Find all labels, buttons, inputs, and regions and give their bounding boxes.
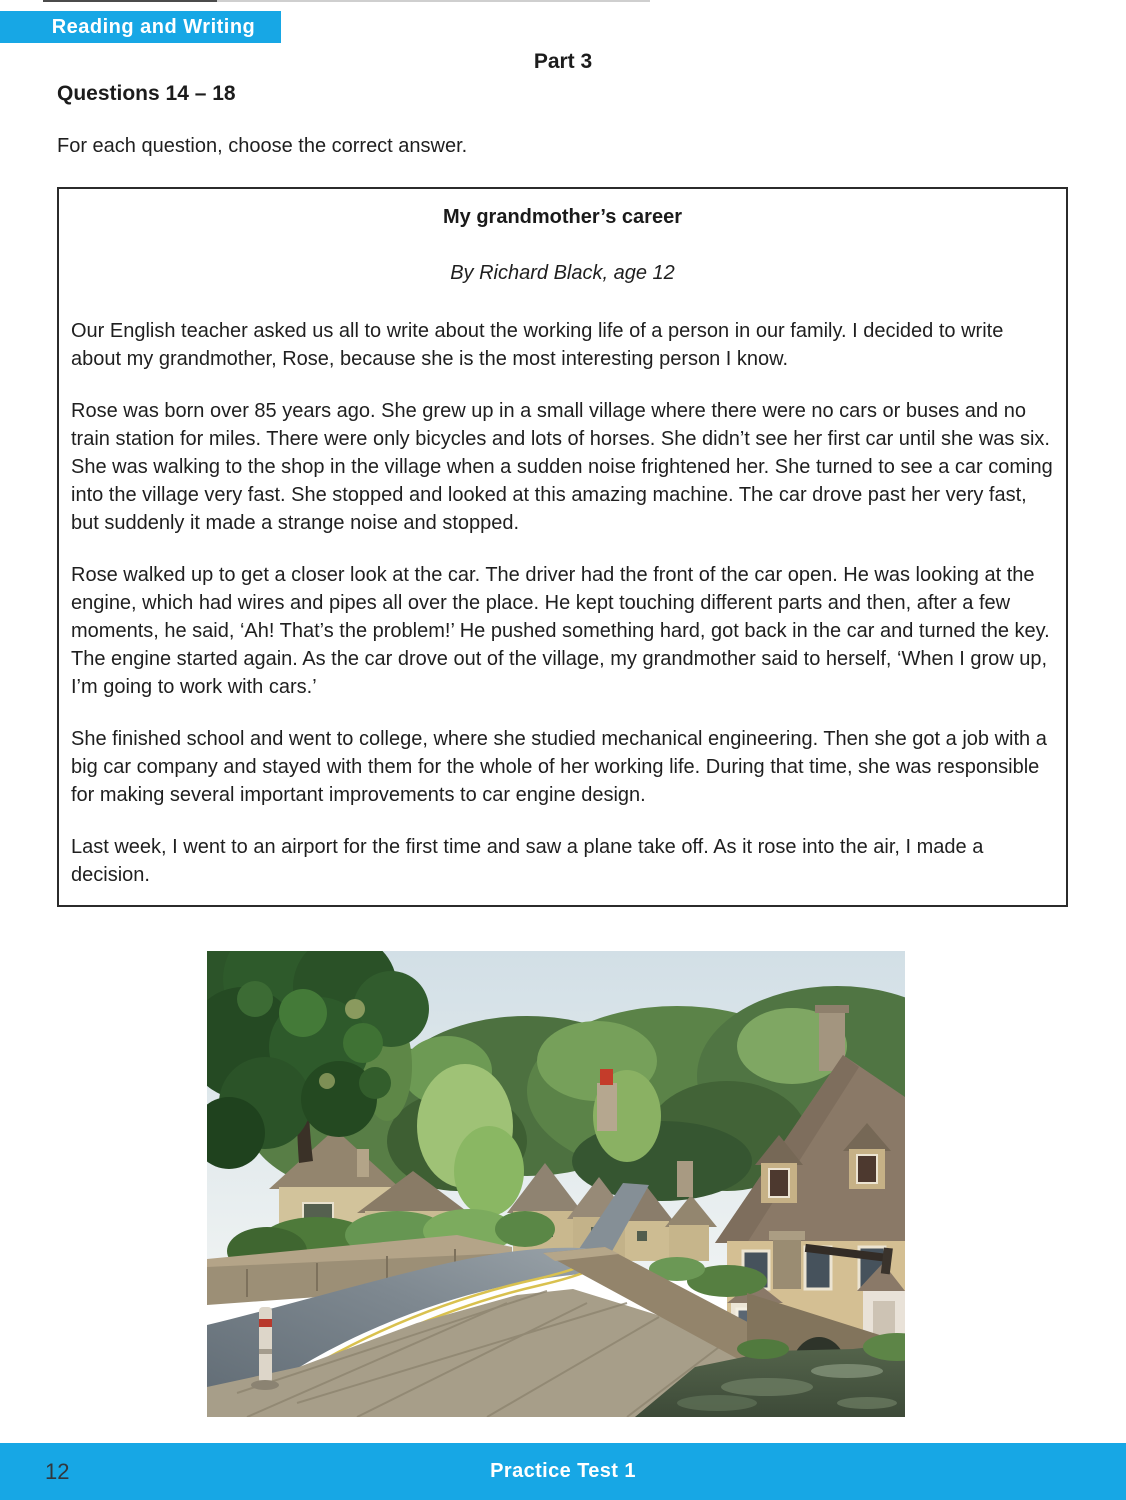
village-photo-illustration <box>207 951 905 1417</box>
reading-passage-box <box>57 187 1068 907</box>
footer-test-label: Practice Test 1 <box>490 1460 636 1482</box>
section-badge <box>0 11 281 43</box>
footer-page-number: 12 <box>45 1458 70 1484</box>
footer-bar <box>0 1443 1126 1500</box>
section-badge-label: Reading and Writing <box>51 15 256 38</box>
village-photo <box>207 951 905 1417</box>
passage-paragraph: She finished school and went to college, where she studied mechanical engineering. Then she got a job with a big car company and stayed with them for the whole of her working life. During that time, she was responsible for making several important improvements to car engine design. <box>71 728 1047 806</box>
page-top-trim-light <box>217 0 650 2</box>
passage-title: My grandmother’s career <box>443 206 682 228</box>
passage-paragraph: Our English teacher asked us all to write about the working life of a person in our family. I decided to write about my grandmother, Rose, because she is the most interesting person I know. <box>71 320 1004 370</box>
instruction-text: For each question, choose the correct answer. <box>57 135 468 157</box>
passage-paragraph: Rose walked up to get a closer look at the car. The driver had the front of the car open. He was looking at the engine, which had wires and pipes all over the place. He kept touching different parts and then, after a few moments, he said, ‘Ah! That’s the problem!’ He pushed something hard, got back in the car and turned the key. The engine started again. As the car drove out of the village, my grandmother said to herself, ‘When I grow up, I’m going to work with cars.’ <box>71 564 1050 698</box>
page-top-trim-dark <box>43 0 217 2</box>
passage-byline: By Richard Black, age 12 <box>450 262 675 284</box>
passage-paragraph: Last week, I went to an airport for the first time and saw a plane take off. As it rose into the air, I made a decision. <box>71 836 984 886</box>
passage-paragraph: Rose was born over 85 years ago. She grew up in a small village where there were no cars or buses and no train station for miles. There were only bicycles and lots of horses. She didn’t see her first car until she was six. She was walking to the shop in the village when a sudden noise frightened her. She turned to see a car coming into the village very fast. She stopped and looked at this amazing machine. The car drove past her very fast, but suddenly it made a strange noise and stopped. <box>71 400 1053 534</box>
questions-range-heading: Questions 14 – 18 <box>57 82 236 105</box>
part-heading: Part 3 <box>533 50 593 73</box>
